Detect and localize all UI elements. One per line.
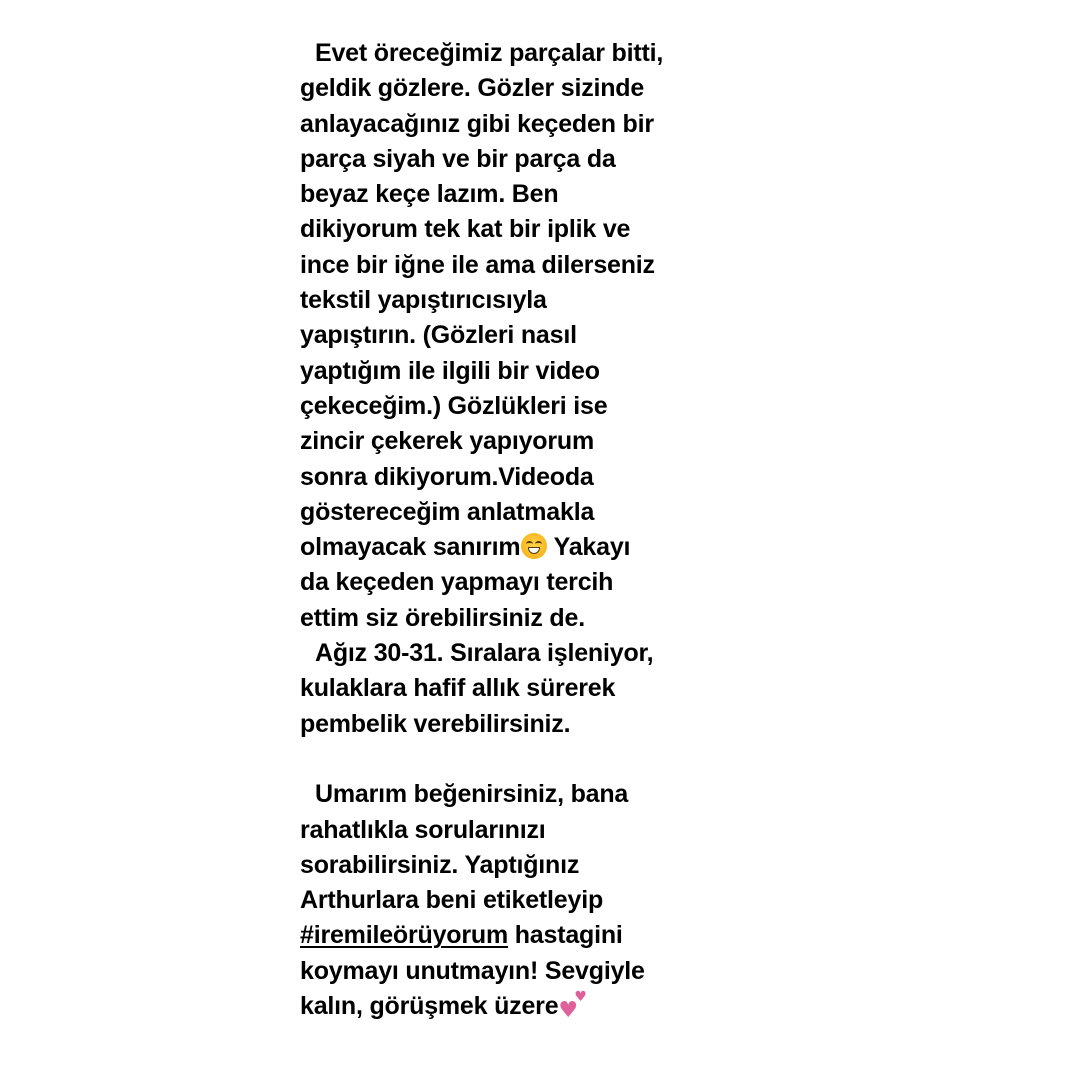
text-line: geldik gözlere. Gözler sizinde bbox=[300, 74, 645, 103]
text-line: göstereceğim anlatmakla bbox=[300, 497, 595, 526]
text-line: rahatlıkla sorularınızı bbox=[300, 815, 546, 844]
text-line-with-hashtag bbox=[300, 918, 740, 953]
text-line: çekeceğim.) Gözlükleri ise bbox=[300, 391, 608, 420]
text-line: zincir çekerek yapıyorum bbox=[300, 427, 594, 456]
text-line: ince bir iğne ile ama dilerseniz bbox=[300, 250, 655, 279]
text-line: Ağız 30-31. Sıralara işleniyor, bbox=[315, 639, 654, 668]
text-line: kulaklara hafif allık sürerek bbox=[300, 674, 616, 703]
text-line: parça siyah ve bir parça da bbox=[300, 144, 616, 173]
text-fragment: olmayacak sanırım bbox=[300, 533, 521, 562]
text-line: sorabilirsiniz. Yaptığınız bbox=[300, 850, 580, 879]
text-line: pembelik verebilirsiniz. bbox=[300, 709, 571, 738]
text-line: yapıştırın. (Gözleri nasıl bbox=[300, 321, 577, 350]
text-line: tekstil yapıştırıcısıyla bbox=[300, 286, 547, 315]
text-line: yaptığım ile ilgili bir video bbox=[300, 356, 600, 385]
text-line-with-emoji bbox=[300, 989, 740, 1024]
hashtag-link[interactable]: #iremileörüyorum bbox=[300, 921, 508, 950]
text-line: anlayacağınız gibi keçeden bir bbox=[300, 109, 654, 138]
text-line: dikiyorum tek kat bir iplik ve bbox=[300, 215, 631, 244]
text-line: da keçeden yapmayı tercih bbox=[300, 568, 614, 597]
text-line: Evet öreceğimiz parçalar bitti, bbox=[315, 39, 664, 67]
caption-text bbox=[300, 36, 740, 1024]
text-fragment: Yakayı bbox=[547, 533, 631, 562]
paragraph-spacer bbox=[300, 742, 740, 777]
text-fragment: hastagini bbox=[507, 921, 623, 950]
text-line: Umarım beğenirsiniz, bana bbox=[315, 780, 629, 809]
text-line: beyaz keçe lazım. Ben bbox=[300, 180, 559, 209]
smiling-face-icon bbox=[521, 533, 547, 559]
text-fragment: kalın, görüşmek üzere bbox=[300, 992, 559, 1021]
text-line: koymayı unutmayın! Sevgiyle bbox=[300, 956, 645, 985]
two-hearts-icon: ♥ ♥ bbox=[558, 989, 587, 1024]
text-line: ettim siz örebilirsiniz de. bbox=[300, 603, 585, 632]
text-line: sonra dikiyorum.Videoda bbox=[300, 462, 594, 491]
text-line-with-emoji bbox=[300, 530, 740, 565]
text-line: Arthurlara beni etiketleyip bbox=[300, 886, 604, 915]
